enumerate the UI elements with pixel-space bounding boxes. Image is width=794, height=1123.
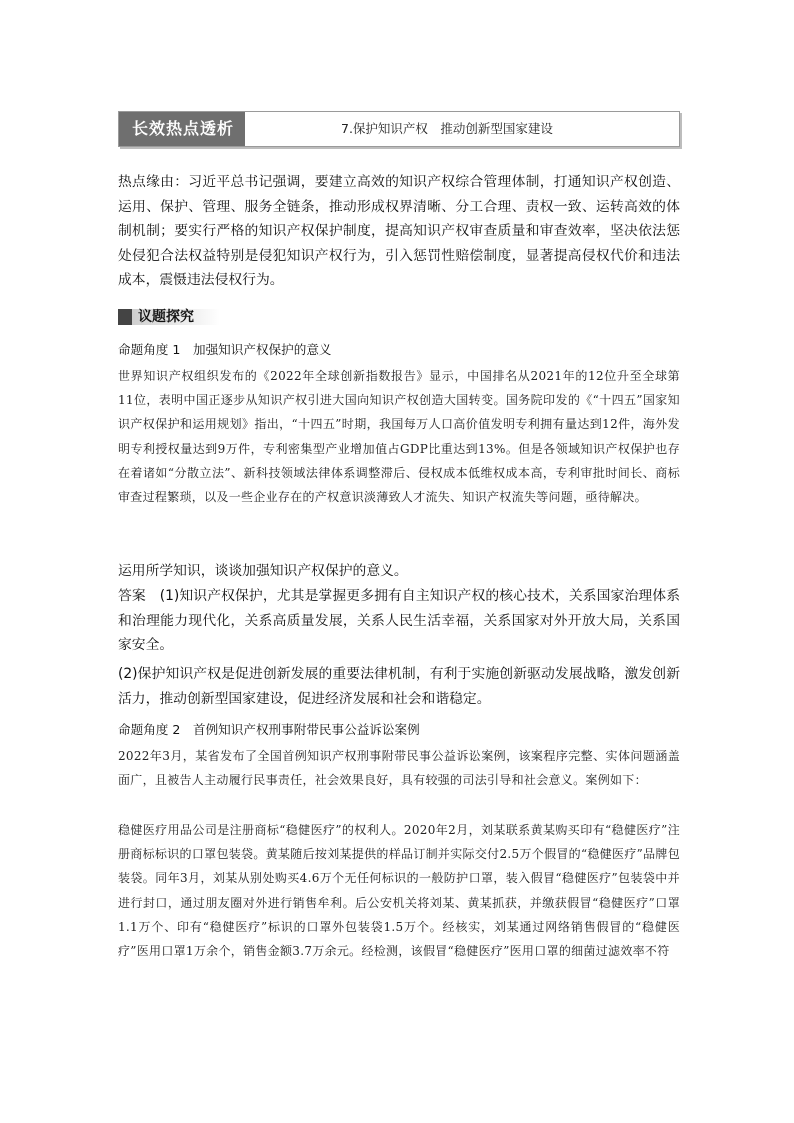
topic-title: 7.保护知识产权 推动创新型国家建设: [341, 121, 553, 136]
angle2-heading: 命题角度 2 首例知识产权刑事附带民事公益诉讼案例: [118, 722, 420, 737]
topic-header-bar: [118, 111, 680, 147]
angle1-question: 运用所学知识，谈谈加强知识产权保护的意义。: [118, 563, 408, 579]
angle1-answer-2: (2)保护知识产权是促进创新发展的重要法律机制，有利于实施创新驱动发展战略，激发创新活力，推动创新型国家建设，促进经济发展和社会和谐稳定。: [118, 666, 680, 707]
section-title: 议题探究: [138, 309, 194, 325]
section-marker-icon: [118, 309, 132, 325]
angle1-heading: 命题角度 1 加强知识产权保护的意义: [118, 342, 332, 357]
angle2-material-intro: 2022年3月，某省发布了全国首例知识产权刑事附带民事公益诉讼案例，该案程序完整、实体问题涵盖面广，且被告人主动履行民事责任，社会效果良好，具有较强的司法引导和社会意义。案例如下：: [118, 749, 680, 788]
angle2-case-text: 稳健医疗用品公司是注册商标“稳健医疗”的权利人。2020年2月，刘某联系黄某购买印有“稳健医疗”注册商标标识的口罩包装袋。黄某随后按刘某提供的样品订制并实际交付2.5万个假冒的“稳健医疗”品牌包装袋。同年3月，刘某从别处购买4.6万个无任何标识的一般防护口罩，装入假冒“稳健医疗”包装袋中并进行封口，通过朋友圈对外进行销售牟利。后公安机关将刘某、黄某抓获，并缴获假冒“稳健医疗”口罩1.1万个、印有“稳健医疗”标识的口罩外包装袋1.5万个。经核实，刘某通过网络销售假冒的“稳健医疗”医用口罩1万余个，销售金额3.7万余元。经检测，该假冒“稳健医疗”医用口罩的细菌过滤效率不符: [118, 823, 680, 959]
angle1-answer-1: 答案 (1)知识产权保护，尤其是掌握更多拥有自主知识产权的核心技术，关系国家治理体系和治理能力现代化，关系高质量发展，关系人民生活幸福，关系国家对外开放大局，关系国家安全。: [118, 588, 680, 653]
topic-tag: 长效热点透析: [119, 112, 247, 146]
intro-paragraph: 热点缘由：习近平总书记强调，要建立高效的知识产权综合管理体制，打通知识产权创造、运用、保护、管理、服务全链条，推动形成权界清晰、分工合理、责权一致、运转高效的体制机制；要实行严格的知识产权保护制度，提高知识产权审查质量和审查效率，坚决依法惩处侵犯合法权益特别是侵犯知识产权行为，引入惩罚性赔偿制度，显著提高侵权代价和违法成本，震慑违法侵权行为。: [118, 174, 680, 288]
angle1-material: 世界知识产权组织发布的《2022年全球创新指数报告》显示，中国排名从2021年的12位升至全球第11位，表明中国正逐步从知识产权引进大国向知识产权创造大国转变。国务院印发的《“十四五”国家知识产权保护和运用规划》指出，“十四五”时期，我国每万人口高价值发明专利拥有量达到12件，海外发明专利授权量达到9万件，专利密集型产业增加值占GDP比重达到13%。但是各领域知识产权保护也存在着诸如“分散立法”、新科技领域法律体系调整滞后、侵权成本低维权成本高，专利审批时间长、商标审查过程繁琐，以及一些企业存在的产权意识淡薄致人才流失、知识产权流失等问题，亟待解决。: [118, 369, 680, 505]
